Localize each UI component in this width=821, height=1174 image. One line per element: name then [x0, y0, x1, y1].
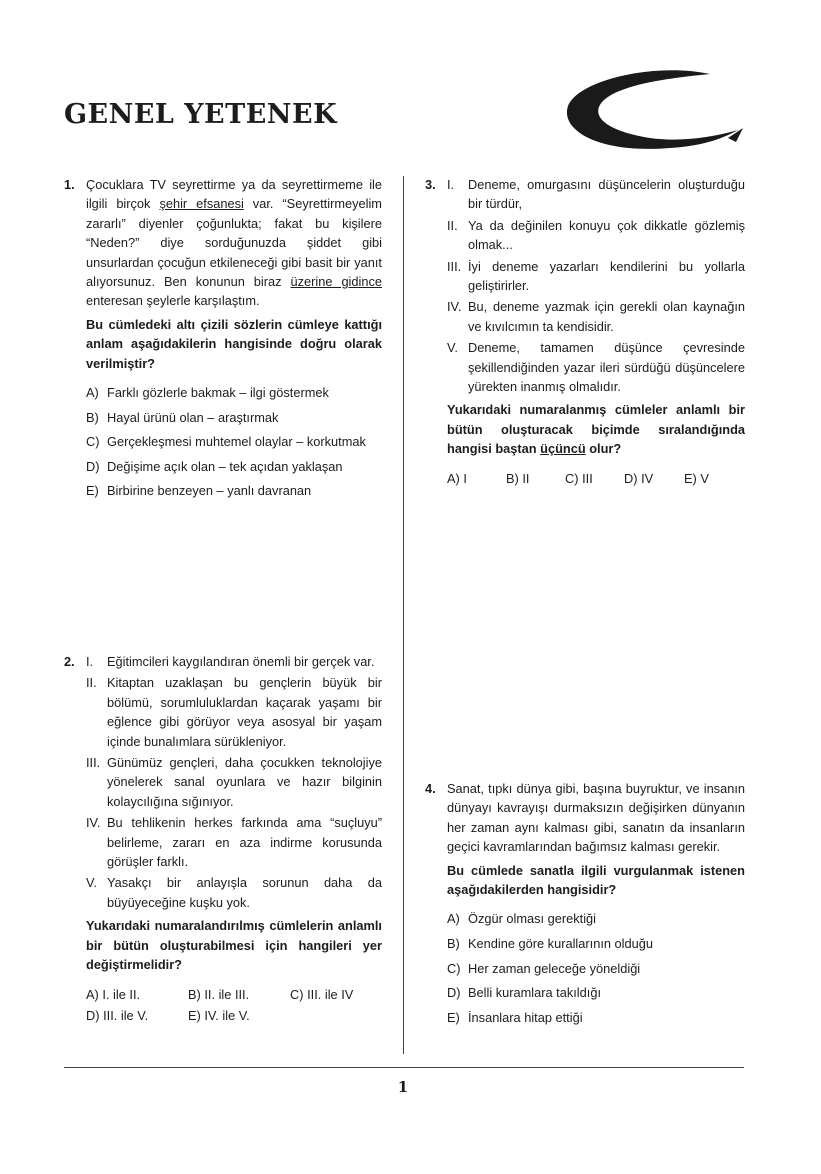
- question-1: [64, 175, 382, 506]
- question-stem: Bu cümledeki altı çizili sözlerin cümleye kattığı anlam aşağıdakilerin hangisinde doğru olarak verilmiştir?: [86, 316, 382, 371]
- question-stem: Bu cümlede sanatla ilgili vurgulanmak istenen aşağıdakilerden hangisidir?: [447, 862, 745, 898]
- numbered-sentence: I. Eğitimcileri kaygılandıran önemli bir gerçek var.: [86, 654, 375, 669]
- underlined-phrase: üzerine gidince: [290, 274, 382, 290]
- numbered-sentence: IV. Bu, deneme yazmak için gerekli olan kaynağın ve kıvılcımın ta kendisidir.: [447, 299, 745, 334]
- answer-option-e[interactable]: E) İnsanlara hitap ettiği: [447, 1009, 583, 1025]
- answer-options: [447, 909, 745, 1032]
- question-number: 2.: [64, 654, 75, 669]
- answer-option-b[interactable]: B) II. ile III.: [188, 986, 250, 1002]
- column-divider: [403, 176, 404, 1054]
- answer-option-a[interactable]: A) I. ile II.: [86, 986, 141, 1002]
- numbered-sentence: V. Deneme, tamamen düşünce çevresinde şekillendiğinden yazar ileri sürdüğü düşüncelere yürekten inanmış olmalıdır.: [447, 340, 745, 395]
- numbered-sentence: II. Ya da değinilen konuyu çok dikkatle gözlemiş olmak...: [447, 217, 745, 253]
- answer-option-d[interactable]: D) Belli kuramlara takıldığı: [447, 985, 601, 1001]
- answer-option-b[interactable]: B) Hayal ürünü olan – araştırmak: [86, 409, 279, 425]
- answer-option-e[interactable]: E) Birbirine benzeyen – yanlı davranan: [86, 483, 312, 499]
- question-2: [64, 652, 382, 1025]
- page-number: 1: [397, 1078, 409, 1096]
- answer-option-e[interactable]: E) V: [684, 470, 709, 486]
- numbered-sentence: III. Günümüz gençleri, daha çocukken teknolojiye yönelerek sanal oyunlara ve hazır bilginin kolaycılığına sığınıyor.: [86, 755, 382, 809]
- answer-option-c[interactable]: C) III: [565, 470, 593, 486]
- question-stem: Yukarıdaki numaralanmış cümleler anlamlı bir bütün oluşturacak biçimde sıralandığında hangisi baştan üçüncü olur?: [447, 402, 745, 457]
- answer-option-a[interactable]: A) I: [447, 470, 467, 486]
- question-text: Sanat, tıpkı dünya gibi, başına buyruktur, ve insanın dünyayı kavrayışı durmaksızın değişirken dünyanın her zaman aynı kalması gibi, sanatın da insanların geçici kavramlarından bağımsız kalması gerekir.: [447, 781, 745, 855]
- question-text: Çocuklara TV seyrettirme ya da seyrettirmeme ile ilgili birçok şehir efsanesi var. “Seyrettirmeyelim zararlı” diyenler çoğunlukta; fakat bu kişilere “Neden?” diye sorduğunuzda şiddet gibi unsurlardan çocuğun etkileneceği gibi basit bir yanıt alıyorsunuz. Ben konunun biraz üzerine gidince enteresan şeylerle karşılaştım.: [86, 177, 382, 309]
- numbered-sentence: V. Yasakçı bir anlayışla sorunun daha da büyüyeceğine kuşku yok.: [86, 875, 382, 910]
- underlined-phrase: şehir efsanesi: [159, 196, 244, 212]
- answer-option-b[interactable]: B) II: [506, 470, 530, 486]
- brand-logo: [560, 68, 745, 158]
- answer-option-d[interactable]: D) Değişime açık olan – tek açıdan yaklaşan: [86, 458, 343, 474]
- page-title: GENEL YETENEK: [64, 99, 338, 130]
- question-number: 1.: [64, 177, 75, 192]
- question-4: [425, 779, 745, 1032]
- underlined-word: üçüncü: [540, 441, 586, 457]
- answer-option-c[interactable]: C) Her zaman geleceğe yöneldiği: [447, 960, 641, 976]
- answer-option-c[interactable]: C) Gerçekleşmesi muhtemel olaylar – korkutmak: [86, 434, 366, 450]
- numbered-sentence: III. İyi deneme yazarları kendilerini bu yollarla geliştirirler.: [447, 258, 745, 294]
- answer-options: [86, 383, 382, 506]
- question-number: 3.: [425, 177, 436, 192]
- question-3: [425, 175, 745, 488]
- answer-option-a[interactable]: A) Farklı gözlerle bakmak – ilgi göstermek: [86, 385, 329, 401]
- question-number: 4.: [425, 781, 436, 796]
- answer-option-e[interactable]: E) IV. ile V.: [188, 1007, 250, 1023]
- answer-options: [447, 469, 745, 488]
- answer-option-d[interactable]: D) IV: [624, 470, 654, 486]
- numbered-sentence: I. Deneme, omurgasını düşüncelerin oluşturduğu bir türdür,: [447, 177, 745, 212]
- answer-option-c[interactable]: C) III. ile IV: [290, 986, 354, 1002]
- answer-options: [86, 985, 382, 1026]
- numbered-sentence: IV. Bu tehlikenin herkes farkında ama “suçluyu” belirleme, zararı en aza indirme korusunda görüşler farklı.: [86, 815, 382, 870]
- answer-option-b[interactable]: B) Kendine göre kurallarının olduğu: [447, 936, 653, 952]
- question-stem: Yukarıdaki numaralandırılmış cümlelerin anlamlı bir bütün oluşturabilmesi için hangileri yer değiştirmelidir?: [86, 918, 382, 973]
- answer-option-a[interactable]: A) Özgür olması gerektiği: [447, 911, 597, 927]
- footer-divider: [64, 1067, 744, 1068]
- answer-option-d[interactable]: D) III. ile V.: [86, 1007, 149, 1023]
- numbered-sentence: II. Kitaptan uzaklaşan bu gençlerin büyük bir bölümü, sorumluluklardan kaçarak yaşamı bir eğlence gibi görüyor veya asosyal bir yaşam içinde bunalımlara sürükleniyor.: [86, 675, 382, 749]
